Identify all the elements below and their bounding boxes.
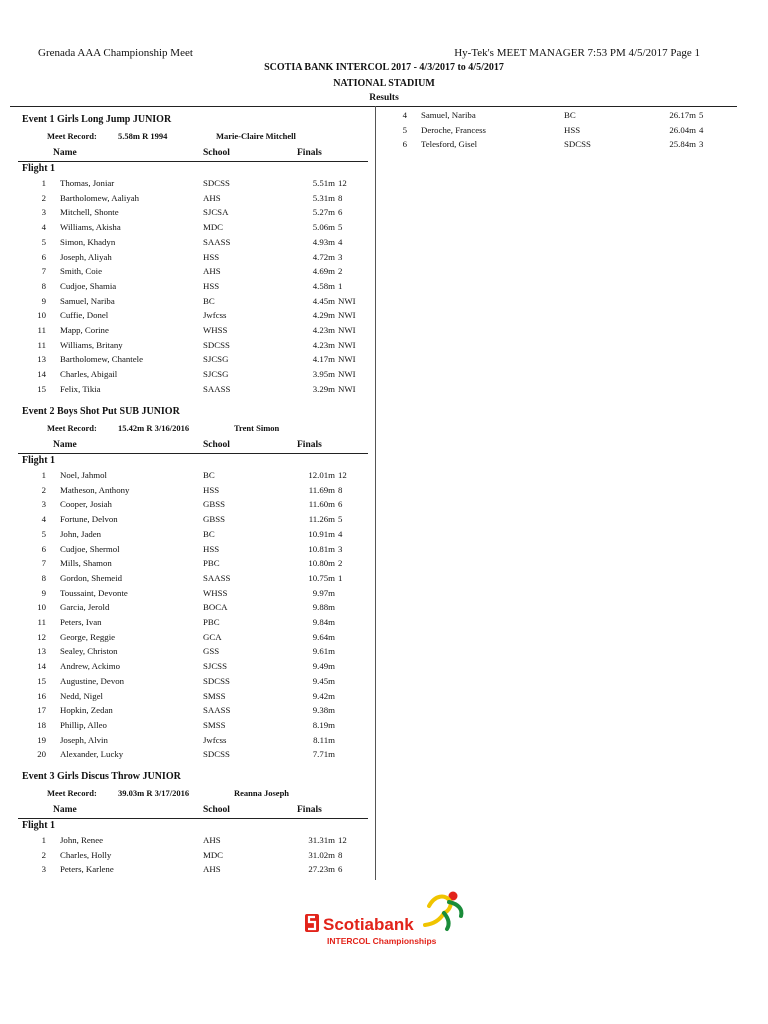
athlete-name: Thomas, Joniar bbox=[60, 178, 115, 188]
mark: 5.31m bbox=[312, 192, 335, 203]
place: 11 bbox=[37, 339, 46, 350]
mark: 25.84m bbox=[669, 139, 696, 150]
points: 5 bbox=[338, 222, 343, 233]
place: 9 bbox=[41, 295, 46, 306]
logo-brand-text: Scotiabank bbox=[323, 915, 414, 934]
athlete-name: Telesford, Gisel bbox=[421, 139, 478, 150]
mark: 5.06m bbox=[312, 222, 335, 233]
points: NWI bbox=[338, 383, 356, 394]
school: MDC bbox=[203, 222, 224, 233]
mark: 9.64m bbox=[312, 631, 335, 642]
points: 6 bbox=[338, 864, 343, 875]
result-row bbox=[0, 676, 768, 691]
record-holder: Trent Simon bbox=[234, 423, 280, 433]
school: HSS bbox=[203, 251, 220, 262]
result-row bbox=[0, 193, 768, 208]
athlete-name: Charles, Abigail bbox=[60, 369, 118, 380]
school: BOCA bbox=[203, 602, 228, 613]
mark: 10.81m bbox=[308, 543, 335, 554]
school: Jwfcss bbox=[203, 734, 227, 745]
column-header-rule bbox=[18, 818, 368, 819]
school: HSS bbox=[203, 484, 220, 495]
points: NWI bbox=[338, 325, 356, 335]
result-row bbox=[0, 384, 768, 399]
school: SJCSS bbox=[203, 661, 227, 672]
result-row bbox=[0, 835, 768, 850]
school: SAASS bbox=[203, 705, 231, 716]
school: WHSS bbox=[203, 325, 228, 335]
place: 6 bbox=[41, 251, 46, 262]
col-finals-header: Finals bbox=[297, 440, 322, 450]
points: 3 bbox=[699, 139, 704, 150]
place: 13 bbox=[37, 646, 46, 657]
result-row bbox=[0, 369, 768, 384]
place: 18 bbox=[37, 719, 46, 730]
header-rule bbox=[10, 106, 737, 107]
col-finals-header: Finals bbox=[297, 805, 322, 815]
points: 4 bbox=[699, 124, 704, 135]
points: 6 bbox=[338, 499, 343, 510]
athlete-name: John, Jaden bbox=[60, 528, 102, 539]
athlete-name: Samuel, Nariba bbox=[421, 110, 476, 120]
school: SDCSS bbox=[203, 178, 230, 188]
column-header-rule bbox=[18, 161, 368, 162]
athlete-name: Alexander, Lucky bbox=[60, 749, 124, 760]
mark: 10.91m bbox=[308, 528, 335, 539]
place: 14 bbox=[37, 369, 46, 380]
athlete-name: Hopkin, Zedan bbox=[60, 705, 113, 716]
result-row bbox=[0, 110, 768, 125]
athlete-name: Sealey, Christon bbox=[60, 646, 118, 657]
record-holder: Reanna Joseph bbox=[234, 788, 290, 798]
mark: 9.84m bbox=[312, 617, 335, 627]
mark: 26.04m bbox=[669, 124, 696, 135]
result-row bbox=[0, 514, 768, 529]
place: 13 bbox=[37, 354, 46, 365]
points: 1 bbox=[338, 572, 343, 583]
mark: 9.88m bbox=[312, 602, 335, 613]
place: 2 bbox=[41, 849, 46, 860]
mark: 9.61m bbox=[312, 646, 335, 657]
meet-name: Grenada AAA Championship Meet bbox=[38, 47, 193, 59]
result-row bbox=[0, 646, 768, 661]
athlete-name: Samuel, Nariba bbox=[60, 295, 115, 306]
athlete-name: Mills, Shamon bbox=[60, 558, 112, 569]
runner-leg2-icon bbox=[444, 913, 449, 929]
school: AHS bbox=[203, 835, 221, 845]
school: AHS bbox=[203, 864, 221, 875]
points: 1 bbox=[338, 280, 343, 291]
athlete-name: Bartholomew, Chantele bbox=[60, 354, 143, 365]
mark: 3.29m bbox=[312, 383, 335, 394]
school: GBSS bbox=[203, 514, 226, 525]
place: 11 bbox=[37, 617, 46, 627]
athlete-name: Williams, Britany bbox=[60, 339, 123, 350]
athlete-name: Gordon, Shemeid bbox=[60, 572, 123, 583]
school: SMSS bbox=[203, 690, 226, 701]
mark: 5.51m bbox=[312, 178, 335, 188]
result-row bbox=[0, 325, 768, 340]
result-row bbox=[0, 222, 768, 237]
mark: 31.31m bbox=[308, 835, 335, 845]
col-name-header: Name bbox=[53, 805, 77, 815]
result-row bbox=[0, 139, 768, 154]
mark: 4.93m bbox=[312, 236, 335, 247]
mark: 10.80m bbox=[308, 558, 335, 569]
mark: 9.38m bbox=[312, 705, 335, 716]
flight-label: Flight 1 bbox=[22, 163, 56, 174]
school: SDCSS bbox=[203, 675, 230, 686]
col-name-header: Name bbox=[53, 440, 77, 450]
result-row bbox=[0, 252, 768, 267]
scotiabank-logo bbox=[303, 886, 473, 952]
result-row bbox=[0, 354, 768, 369]
school: PBC bbox=[203, 558, 220, 569]
mark: 4.72m bbox=[312, 251, 335, 262]
result-row bbox=[0, 237, 768, 252]
result-row bbox=[0, 296, 768, 311]
athlete-name: Bartholomew, Aaliyah bbox=[60, 192, 140, 203]
mark: 9.49m bbox=[312, 661, 335, 672]
result-row bbox=[0, 691, 768, 706]
points: 4 bbox=[338, 528, 343, 539]
athlete-name: Joseph, Aliyah bbox=[60, 251, 112, 262]
school: Jwfcss bbox=[203, 310, 227, 321]
athlete-name: Garcia, Jerold bbox=[60, 602, 110, 613]
school: HSS bbox=[203, 543, 220, 554]
result-row bbox=[0, 485, 768, 500]
result-row bbox=[0, 207, 768, 222]
school: GBSS bbox=[203, 499, 226, 510]
place: 17 bbox=[37, 705, 46, 716]
event-title: Event 3 Girls Discus Throw JUNIOR bbox=[22, 771, 181, 782]
result-row bbox=[0, 470, 768, 485]
mark: 11.60m bbox=[308, 499, 335, 510]
school: MDC bbox=[203, 849, 224, 860]
place: 5 bbox=[41, 528, 46, 539]
points: 2 bbox=[338, 266, 343, 277]
event-title: Event 2 Boys Shot Put SUB JUNIOR bbox=[22, 406, 180, 417]
result-row bbox=[0, 588, 768, 603]
place: 8 bbox=[41, 572, 46, 583]
school: SDCSS bbox=[203, 339, 230, 350]
mark: 26.17m bbox=[669, 110, 696, 120]
mark: 3.95m bbox=[312, 369, 335, 380]
column-headers bbox=[0, 440, 768, 452]
result-row bbox=[0, 281, 768, 296]
place: 4 bbox=[402, 110, 407, 120]
scotiabank-logo-graphic bbox=[303, 886, 473, 952]
place: 2 bbox=[41, 484, 46, 495]
meet-title: SCOTIA BANK INTERCOL 2017 - 4/3/2017 to 4/5/2017 bbox=[264, 62, 504, 73]
place: 6 bbox=[41, 543, 46, 554]
school: SJCSA bbox=[203, 207, 229, 218]
result-row bbox=[0, 850, 768, 865]
result-row bbox=[0, 266, 768, 281]
athlete-name: John, Renee bbox=[60, 835, 103, 845]
school: AHS bbox=[203, 192, 221, 203]
points: 8 bbox=[338, 849, 343, 860]
result-row bbox=[0, 529, 768, 544]
school: SMSS bbox=[203, 719, 226, 730]
athlete-name: Simon, Khadyn bbox=[60, 236, 116, 247]
school: BC bbox=[564, 110, 576, 120]
section-title: Results bbox=[369, 93, 399, 103]
place: 1 bbox=[41, 178, 46, 188]
record-value: 5.58m R 1994 bbox=[118, 131, 168, 141]
athlete-name: Felix, Tikia bbox=[60, 383, 101, 394]
col-school-header: School bbox=[203, 805, 230, 815]
athlete-name: Matheson, Anthony bbox=[60, 484, 130, 495]
athlete-name: Smith, Coie bbox=[60, 266, 103, 277]
col-finals-header: Finals bbox=[297, 148, 322, 158]
mark: 9.45m bbox=[312, 675, 335, 686]
school: SAASS bbox=[203, 236, 231, 247]
mark: 4.17m bbox=[312, 354, 335, 365]
runner-leg-icon bbox=[425, 913, 444, 925]
mark: 7.71m bbox=[312, 749, 335, 760]
school: HSS bbox=[203, 280, 220, 291]
points: 8 bbox=[338, 484, 343, 495]
place: 4 bbox=[41, 514, 46, 525]
points: 6 bbox=[338, 207, 343, 218]
flight-label: Flight 1 bbox=[22, 820, 56, 831]
mark: 5.27m bbox=[312, 207, 335, 218]
record-value: 39.03m R 3/17/2016 bbox=[118, 788, 190, 798]
mark: 11.26m bbox=[308, 514, 335, 525]
school: SJCSG bbox=[203, 369, 229, 380]
place: 9 bbox=[41, 587, 46, 598]
result-row bbox=[0, 499, 768, 514]
result-row bbox=[0, 125, 768, 140]
result-row bbox=[0, 749, 768, 764]
points: 8 bbox=[338, 192, 343, 203]
result-row bbox=[0, 178, 768, 193]
athlete-name: Toussaint, Devonte bbox=[60, 587, 128, 598]
points: NWI bbox=[338, 369, 356, 380]
mark: 4.58m bbox=[312, 280, 335, 291]
mark: 4.23m bbox=[312, 339, 335, 350]
athlete-name: Cuffie, Donel bbox=[60, 310, 109, 321]
school: SDCSS bbox=[564, 139, 591, 150]
points: NWI bbox=[338, 310, 356, 321]
result-row bbox=[0, 602, 768, 617]
athlete-name: Peters, Ivan bbox=[60, 617, 102, 627]
place: 11 bbox=[37, 325, 46, 335]
record-label: Meet Record: bbox=[47, 423, 97, 433]
place: 3 bbox=[41, 207, 46, 218]
place: 10 bbox=[37, 310, 46, 321]
place: 2 bbox=[41, 192, 46, 203]
meet-record bbox=[0, 788, 768, 800]
points: NWI bbox=[338, 339, 356, 350]
athlete-name: Peters, Karlene bbox=[60, 864, 114, 875]
result-row bbox=[0, 632, 768, 647]
points: 2 bbox=[338, 558, 343, 569]
mark: 27.23m bbox=[308, 864, 335, 875]
points: 3 bbox=[338, 251, 343, 262]
athlete-name: Andrew, Ackimo bbox=[60, 661, 121, 672]
mark: 4.23m bbox=[312, 325, 335, 335]
points: 12 bbox=[338, 178, 347, 188]
result-row bbox=[0, 340, 768, 355]
school: SAASS bbox=[203, 572, 231, 583]
result-row bbox=[0, 705, 768, 720]
col-school-header: School bbox=[203, 148, 230, 158]
athlete-name: Augustine, Devon bbox=[60, 675, 125, 686]
athlete-name: Mapp, Corine bbox=[60, 325, 109, 335]
place: 15 bbox=[37, 383, 46, 394]
mark: 10.75m bbox=[308, 572, 335, 583]
record-value: 15.42m R 3/16/2016 bbox=[118, 423, 190, 433]
result-row bbox=[0, 558, 768, 573]
result-row bbox=[0, 864, 768, 879]
place: 6 bbox=[402, 139, 407, 150]
col-name-header: Name bbox=[53, 148, 77, 158]
athlete-name: Deroche, Francess bbox=[421, 124, 486, 135]
col-school-header: School bbox=[203, 440, 230, 450]
place: 15 bbox=[37, 675, 46, 686]
logo-subtitle-text: INTERCOL Championships bbox=[327, 936, 437, 946]
flight-label: Flight 1 bbox=[22, 455, 56, 466]
place: 16 bbox=[37, 690, 46, 701]
points: NWI bbox=[338, 295, 356, 306]
mark: 4.29m bbox=[312, 310, 335, 321]
athlete-name: Mitchell, Shonte bbox=[60, 207, 119, 218]
athlete-name: Charles, Holly bbox=[60, 849, 112, 860]
place: 3 bbox=[41, 499, 46, 510]
school: BC bbox=[203, 528, 215, 539]
result-row bbox=[0, 310, 768, 325]
runner-arm-icon bbox=[429, 897, 451, 913]
place: 5 bbox=[41, 236, 46, 247]
result-row bbox=[0, 617, 768, 632]
place: 5 bbox=[402, 124, 407, 135]
result-row bbox=[0, 735, 768, 750]
result-row bbox=[0, 661, 768, 676]
result-row bbox=[0, 573, 768, 588]
place: 4 bbox=[41, 222, 46, 233]
place: 12 bbox=[37, 631, 46, 642]
record-label: Meet Record: bbox=[47, 788, 97, 798]
meet-record bbox=[0, 423, 768, 435]
points: 3 bbox=[338, 543, 343, 554]
venue: NATIONAL STADIUM bbox=[333, 78, 435, 89]
school: WHSS bbox=[203, 587, 228, 598]
mark: 9.42m bbox=[312, 690, 335, 701]
athlete-name: George, Reggie bbox=[60, 631, 116, 642]
mark: 4.69m bbox=[312, 266, 335, 277]
mark: 31.02m bbox=[308, 849, 335, 860]
athlete-name: Fortune, Delvon bbox=[60, 514, 118, 525]
place: 3 bbox=[41, 864, 46, 875]
event-title: Event 1 Girls Long Jump JUNIOR bbox=[22, 114, 172, 125]
school: BC bbox=[203, 295, 215, 306]
school: BC bbox=[203, 470, 215, 480]
software-stamp: Hy-Tek's MEET MANAGER 7:53 PM 4/5/2017 Page 1 bbox=[454, 47, 700, 59]
mark: 8.19m bbox=[312, 719, 335, 730]
result-row bbox=[0, 720, 768, 735]
result-row bbox=[0, 544, 768, 559]
mark: 9.97m bbox=[312, 587, 335, 598]
scotiabank-s-icon bbox=[305, 914, 319, 932]
place: 10 bbox=[37, 602, 46, 613]
school: PBC bbox=[203, 617, 220, 627]
points: 12 bbox=[338, 470, 347, 480]
school: SDCSS bbox=[203, 749, 230, 760]
column-headers bbox=[0, 805, 768, 817]
athlete-name: Cooper, Josiah bbox=[60, 499, 112, 510]
place: 7 bbox=[41, 558, 46, 569]
points: 5 bbox=[699, 110, 704, 120]
place: 20 bbox=[37, 749, 46, 760]
athlete-name: Nedd, Nigel bbox=[60, 690, 103, 701]
place: 19 bbox=[37, 734, 46, 745]
school: GSS bbox=[203, 646, 220, 657]
school: SJCSG bbox=[203, 354, 229, 365]
points: 4 bbox=[338, 236, 343, 247]
athlete-name: Cudjoe, Shamia bbox=[60, 280, 117, 291]
points: 5 bbox=[338, 514, 343, 525]
athlete-name: Noel, Jahmol bbox=[60, 470, 107, 480]
points: NWI bbox=[338, 354, 356, 365]
mark: 4.45m bbox=[312, 295, 335, 306]
athlete-name: Joseph, Alvin bbox=[60, 734, 108, 745]
place: 1 bbox=[41, 835, 46, 845]
athlete-name: Williams, Akisha bbox=[60, 222, 121, 233]
record-label: Meet Record: bbox=[47, 131, 97, 141]
school: SAASS bbox=[203, 383, 231, 394]
mark: 11.69m bbox=[308, 484, 335, 495]
mark: 8.11m bbox=[313, 734, 335, 745]
school: AHS bbox=[203, 266, 221, 277]
school: GCA bbox=[203, 631, 222, 642]
place: 14 bbox=[37, 661, 46, 672]
column-header-rule bbox=[18, 453, 368, 454]
athlete-name: Phillip, Alleo bbox=[60, 719, 107, 730]
school: HSS bbox=[564, 124, 581, 135]
record-holder: Marie-Claire Mitchell bbox=[216, 131, 296, 141]
mark: 12.01m bbox=[308, 470, 335, 480]
athlete-name: Cudjoe, Shermol bbox=[60, 543, 120, 554]
place: 7 bbox=[41, 266, 46, 277]
points: 12 bbox=[338, 835, 347, 845]
place: 8 bbox=[41, 280, 46, 291]
place: 1 bbox=[41, 470, 46, 480]
